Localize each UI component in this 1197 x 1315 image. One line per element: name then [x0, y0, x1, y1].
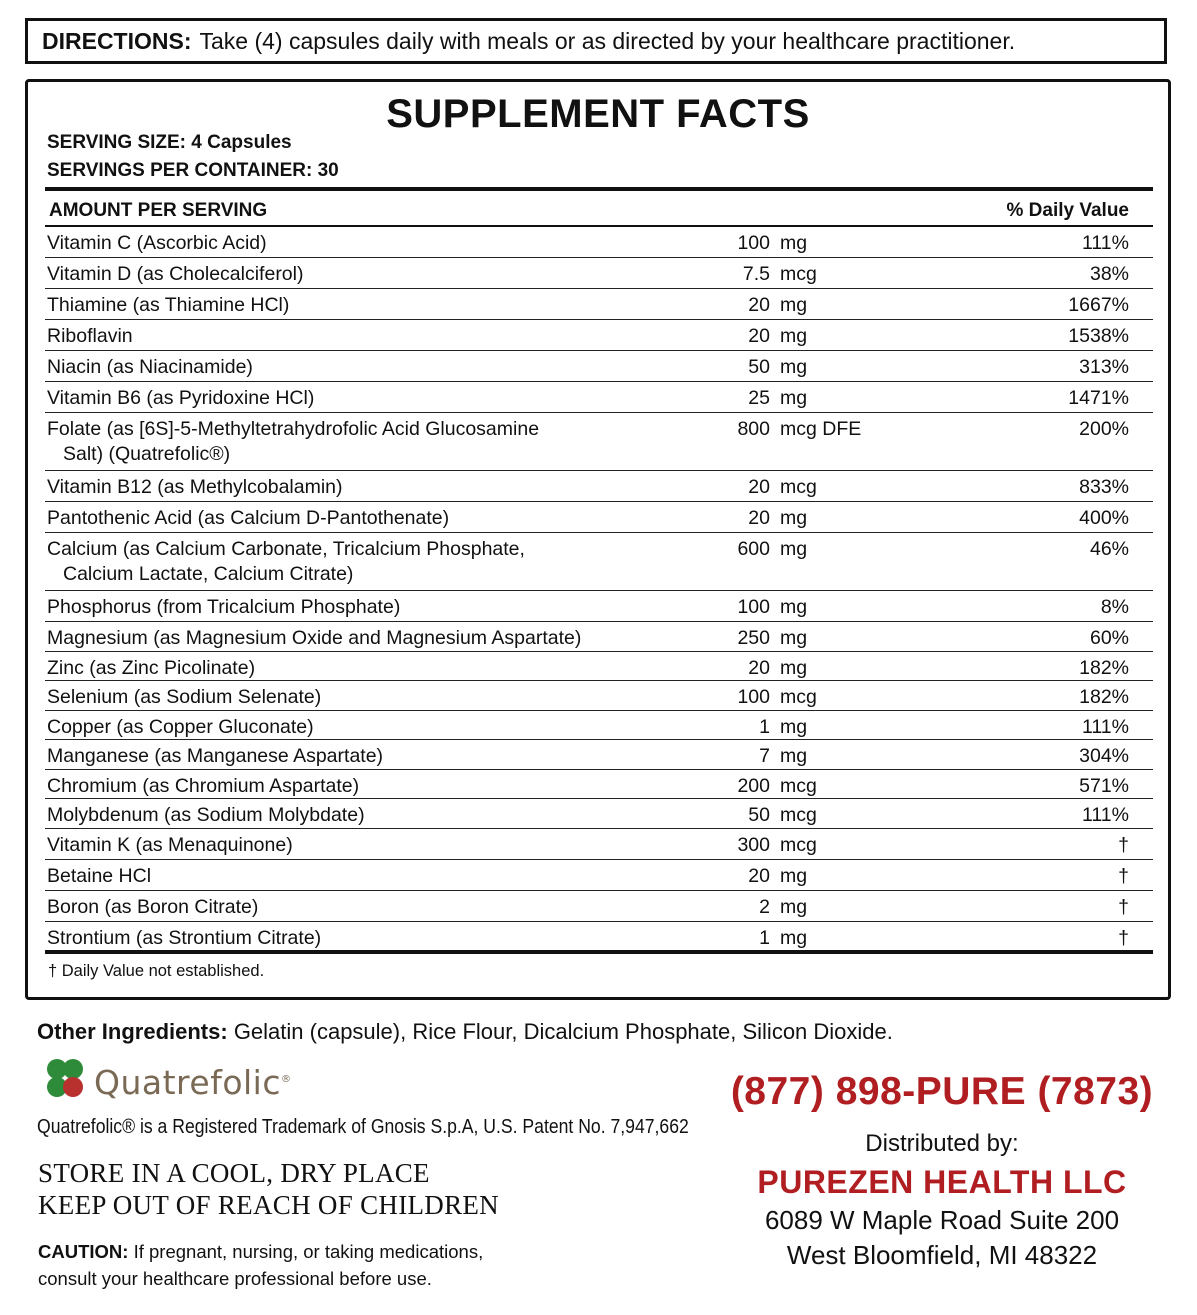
- other-ingredients-text: Gelatin (capsule), Rice Flour, Dicalcium Phosphate, Silicon Dioxide.: [233, 1019, 893, 1044]
- nutrient-name: [47, 475, 607, 500]
- nutrient-name-line: Folate (as [6S]-5-Methyltetrahydrofolic Acid Glucosamine: [47, 418, 540, 440]
- clover-leaf: [63, 1059, 83, 1079]
- nutrient-unit: mg: [780, 232, 808, 254]
- company-name: PUREZEN HEALTH LLC: [757, 1164, 1127, 1200]
- nutrient-amount: 2: [759, 895, 770, 918]
- nutrient-amount: 20: [748, 864, 770, 887]
- nutrient-name-line: Zinc (as Zinc Picolinate): [47, 656, 256, 679]
- nutrient-daily-value: 833%: [1079, 476, 1129, 498]
- distributed-by-label: Distributed by:: [865, 1130, 1019, 1157]
- caution-text-1: If pregnant, nursing, or taking medications,: [133, 1241, 484, 1262]
- nutrient-unit: mg: [780, 596, 808, 618]
- nutrient-daily-value: 111%: [1082, 804, 1129, 826]
- nutrient-daily-value: 304%: [1079, 745, 1129, 767]
- nutrient-amount: 20: [748, 507, 770, 529]
- nutrient-name: [47, 715, 607, 740]
- nutrient-name: [47, 537, 607, 587]
- nutrient-row: [45, 860, 1153, 891]
- nutrient-row: [45, 922, 1153, 953]
- nutrient-unit: mcg DFE: [780, 418, 862, 440]
- nutrient-name: [47, 833, 607, 858]
- storage-line-2: KEEP OUT OF REACH OF CHILDREN: [38, 1190, 499, 1220]
- nutrient-unit: mg: [780, 627, 808, 649]
- nutrient-daily-value: 1667%: [1068, 294, 1129, 316]
- nutrient-daily-value: †: [1118, 833, 1129, 856]
- nutrient-row: [45, 227, 1153, 258]
- logo-text: [94, 1063, 291, 1102]
- nutrient-daily-value: 60%: [1089, 627, 1129, 649]
- logo-wordmark: Quatrefolic: [94, 1063, 281, 1102]
- clover-leaf: [63, 1077, 83, 1097]
- nutrient-name-line: Manganese (as Manganese Aspartate): [47, 745, 384, 767]
- nutrient-unit: mcg: [780, 263, 817, 285]
- nutrient-unit: mg: [780, 356, 808, 378]
- nutrient-name: [47, 231, 607, 256]
- nutrient-unit: mg: [780, 294, 808, 316]
- nutrient-row: [45, 351, 1153, 382]
- trademark-notice: Quatrefolic® is a Registered Trademark of Gnosis S.p.A, U.S. Patent No. 7,947,662: [37, 1116, 689, 1138]
- nutrient-unit: mg: [780, 715, 808, 738]
- other-ingredients: [37, 1019, 893, 1045]
- nutrient-unit: mg: [780, 325, 808, 347]
- footnote: † Daily Value not established.: [48, 962, 265, 980]
- nutrient-unit: mg: [780, 387, 808, 409]
- nutrient-row: [45, 382, 1153, 413]
- nutrient-unit: mcg: [780, 774, 817, 797]
- nutrient-name-line: Niacin (as Niacinamide): [47, 356, 253, 378]
- nutrient-row: [45, 258, 1153, 289]
- nutrient-amount: 50: [748, 356, 770, 378]
- quatrefolic-logo: [37, 1055, 327, 1110]
- caution-text-2: consult your healthcare professional before use.: [38, 1268, 432, 1289]
- nutrient-row: [45, 533, 1153, 591]
- nutrient-name: [47, 262, 607, 287]
- nutrient-name-line: Molybdenum (as Sodium Molybdate): [47, 804, 365, 826]
- nutrient-row: [45, 770, 1153, 800]
- nutrient-name-line: Chromium (as Chromium Aspartate): [47, 774, 360, 797]
- nutrient-row: [45, 681, 1153, 711]
- nutrient-row: [45, 829, 1153, 860]
- nutrient-name-line: Copper (as Copper Gluconate): [47, 715, 314, 738]
- nutrient-name-line: Magnesium (as Magnesium Oxide and Magnesium Aspartate): [47, 627, 582, 649]
- nutrient-unit: mg: [780, 538, 808, 560]
- nutrient-name: [47, 293, 607, 318]
- nutrient-amount: 200: [737, 774, 770, 797]
- nutrient-name-line: Thiamine (as Thiamine HCl): [47, 294, 290, 316]
- nutrient-amount: 300: [737, 833, 770, 856]
- nutrient-table: [45, 227, 1153, 953]
- nutrient-amount: 1: [759, 926, 770, 949]
- nutrient-daily-value: 38%: [1089, 263, 1129, 285]
- serving-size: SERVING SIZE: 4 Capsules: [47, 132, 292, 153]
- nutrient-unit: mg: [780, 656, 808, 679]
- nutrient-row: [45, 711, 1153, 741]
- nutrient-unit: mg: [780, 895, 808, 918]
- nutrient-amount: 1: [759, 715, 770, 738]
- thick-divider: [45, 187, 1153, 191]
- thick-divider-bottom: [45, 950, 1153, 954]
- nutrient-name-line: Boron (as Boron Citrate): [47, 895, 259, 918]
- facts-title: SUPPLEMENT FACTS: [386, 92, 810, 136]
- four-leaf-clover-icon: [37, 1055, 93, 1107]
- nutrient-amount: 100: [737, 686, 770, 708]
- nutrient-unit: mg: [780, 926, 808, 949]
- nutrient-daily-value: 111%: [1082, 232, 1129, 254]
- header-daily-value: % Daily Value: [1006, 200, 1129, 221]
- nutrient-name-line-2: Calcium Lactate, Calcium Citrate): [63, 563, 354, 585]
- nutrient-daily-value: 1471%: [1068, 387, 1129, 409]
- nutrient-unit: mg: [780, 507, 808, 529]
- nutrient-name: [47, 626, 607, 651]
- logo-registered-mark: ®: [280, 1074, 292, 1085]
- nutrient-row: [45, 740, 1153, 770]
- nutrient-row: [45, 320, 1153, 351]
- nutrient-unit: mg: [780, 745, 808, 767]
- nutrient-amount: 20: [748, 294, 770, 316]
- nutrient-daily-value: 1538%: [1068, 325, 1129, 347]
- nutrient-daily-value: 8%: [1100, 596, 1129, 618]
- nutrient-name: [47, 864, 607, 889]
- nutrient-name-line: Riboflavin: [47, 325, 133, 347]
- nutrient-daily-value: †: [1118, 926, 1129, 949]
- nutrient-name-line: Phosphorus (from Tricalcium Phosphate): [47, 596, 401, 618]
- nutrient-daily-value: †: [1118, 895, 1129, 918]
- nutrient-name: [47, 355, 607, 380]
- nutrient-name: [47, 744, 607, 769]
- nutrient-name: [47, 926, 607, 951]
- nutrient-name-line: Strontium (as Strontium Citrate): [47, 926, 322, 949]
- nutrient-name-line: Selenium (as Sodium Selenate): [47, 686, 322, 708]
- supplement-facts-panel: [25, 79, 1171, 1000]
- nutrient-amount: 100: [737, 596, 770, 618]
- nutrient-row: [45, 471, 1153, 502]
- nutrient-amount: 50: [748, 804, 770, 826]
- nutrient-unit: mcg: [780, 833, 817, 856]
- nutrient-daily-value: 182%: [1079, 686, 1129, 708]
- nutrient-daily-value: 313%: [1079, 356, 1129, 378]
- facts-header: [45, 197, 1153, 227]
- nutrient-row: [45, 591, 1153, 622]
- directions-text: Take (4) capsules daily with meals or as directed by your healthcare practitioner.: [199, 27, 1016, 54]
- nutrient-daily-value: 571%: [1079, 774, 1129, 797]
- nutrient-amount: 25: [748, 387, 770, 409]
- nutrient-amount: 600: [737, 538, 770, 560]
- nutrient-name-line: Pantothenic Acid (as Calcium D-Pantothenate): [47, 507, 450, 529]
- address-line-2: West Bloomfield, MI 48322: [786, 1240, 1098, 1270]
- nutrient-name: [47, 656, 607, 681]
- nutrient-name-line-2: Salt) (Quatrefolic®): [63, 443, 231, 465]
- nutrient-name: [47, 774, 607, 799]
- address-line-1: 6089 W Maple Road Suite 200: [764, 1205, 1120, 1235]
- nutrient-daily-value: †: [1118, 864, 1129, 887]
- nutrient-daily-value: 111%: [1082, 715, 1129, 738]
- nutrient-amount: 20: [748, 476, 770, 498]
- nutrient-row: [45, 502, 1153, 533]
- nutrient-name: [47, 803, 607, 828]
- nutrient-row: [45, 891, 1153, 922]
- nutrient-name-line: Vitamin D (as Cholecalciferol): [47, 263, 304, 285]
- nutrient-amount: 100: [737, 232, 770, 254]
- directions-label: DIRECTIONS:: [42, 27, 192, 54]
- nutrient-daily-value: 46%: [1089, 538, 1129, 560]
- nutrient-name-line: Vitamin C (Ascorbic Acid): [47, 232, 267, 254]
- nutrient-name: [47, 685, 607, 710]
- nutrient-amount: 7: [759, 745, 770, 767]
- directions-box: [25, 18, 1167, 64]
- servings-per-container: SERVINGS PER CONTAINER: 30: [47, 160, 339, 181]
- nutrient-name: [47, 324, 607, 349]
- nutrient-row: [45, 289, 1153, 320]
- nutrient-row: [45, 652, 1153, 682]
- storage-line-1: STORE IN A COOL, DRY PLACE: [38, 1158, 430, 1188]
- nutrient-amount: 250: [737, 627, 770, 649]
- nutrient-name: [47, 595, 607, 620]
- nutrient-amount: 7.5: [742, 263, 770, 285]
- nutrient-amount: 20: [748, 656, 770, 679]
- nutrient-daily-value: 200%: [1079, 418, 1129, 440]
- nutrient-name-line: Vitamin B12 (as Methylcobalamin): [47, 476, 343, 498]
- nutrient-name-line: Calcium (as Calcium Carbonate, Tricalcium Phosphate,: [47, 538, 525, 560]
- nutrient-name: [47, 417, 607, 467]
- nutrient-daily-value: 400%: [1079, 507, 1129, 529]
- nutrient-row: [45, 413, 1153, 471]
- nutrient-unit: mcg: [780, 476, 817, 498]
- other-ingredients-label: Other Ingredients:: [37, 1019, 228, 1044]
- nutrient-daily-value: 182%: [1079, 656, 1129, 679]
- nutrient-row: [45, 622, 1153, 652]
- nutrient-unit: mcg: [780, 804, 817, 826]
- nutrient-name: [47, 895, 607, 920]
- nutrient-name-line: Vitamin K (as Menaquinone): [47, 833, 293, 856]
- nutrient-row: [45, 799, 1153, 829]
- header-amount: AMOUNT PER SERVING: [49, 200, 268, 221]
- phone-number: (877) 898-PURE (7873): [730, 1070, 1154, 1113]
- nutrient-unit: mcg: [780, 686, 817, 708]
- caution-block: [38, 1238, 483, 1292]
- nutrient-name-line: Vitamin B6 (as Pyridoxine HCl): [47, 387, 315, 409]
- nutrient-amount: 800: [737, 418, 770, 440]
- nutrient-amount: 20: [748, 325, 770, 347]
- caution-label: CAUTION:: [38, 1241, 129, 1262]
- nutrient-name: [47, 386, 607, 411]
- nutrient-name: [47, 506, 607, 531]
- nutrient-unit: mg: [780, 864, 808, 887]
- nutrient-name-line: Betaine HCl: [47, 864, 152, 887]
